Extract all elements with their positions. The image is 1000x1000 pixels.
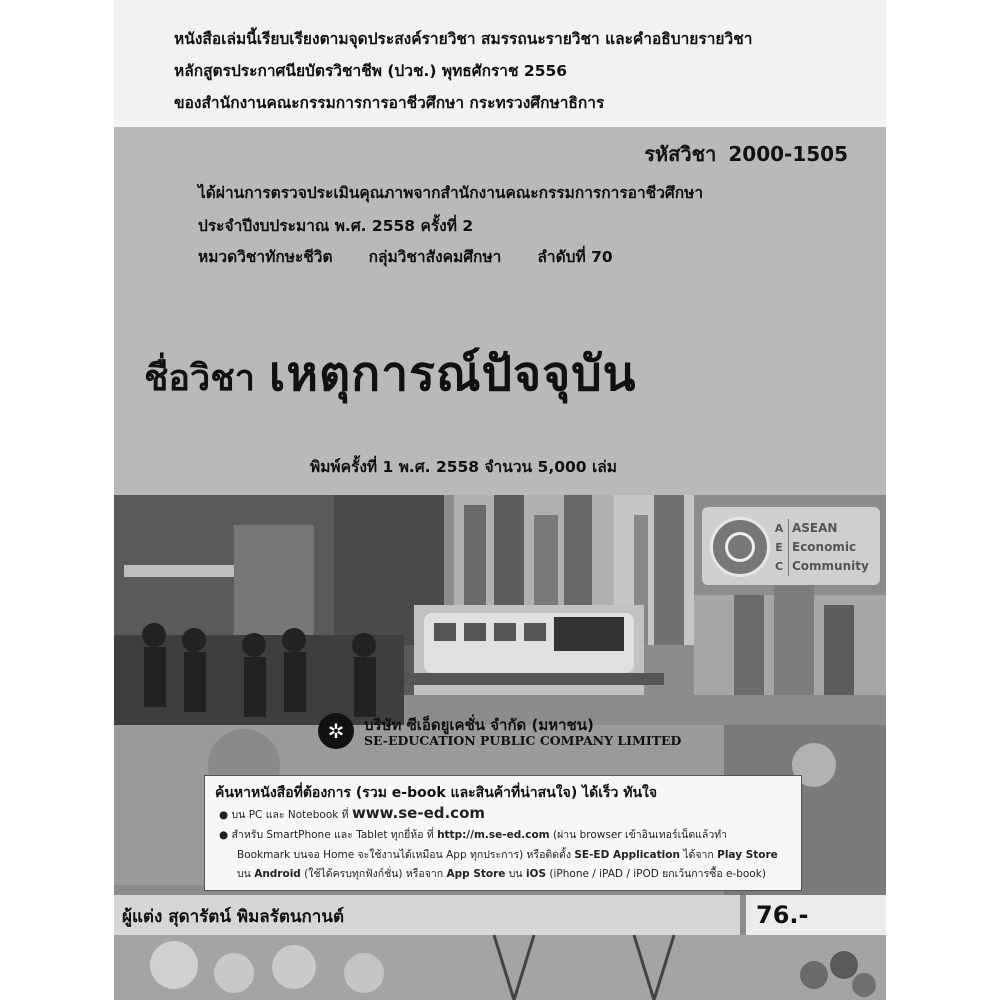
publisher	[318, 713, 698, 751]
aec-badge	[702, 507, 880, 585]
publisher-name-en: SE-EDUCATION PUBLIC COMPANY LIMITED	[364, 733, 682, 748]
publisher-logo-icon: ✲	[318, 713, 354, 749]
book-cover	[114, 0, 886, 1000]
aec-letters	[772, 519, 789, 576]
subject-category: หมวดวิชาทักษะชีวิต	[198, 248, 333, 266]
cover-photo-collage	[114, 495, 886, 1000]
author	[122, 903, 344, 930]
course-code	[644, 138, 848, 170]
asean-emblem-icon	[710, 517, 770, 577]
header-line-1: หนังสือเล่มนี้เรียบเรียงตามจุดประสงค์รายวิชา สมรรถนะรายวิชา และคำอธิบายรายวิชา	[174, 30, 753, 48]
search-info-box	[204, 775, 802, 891]
aec-word: Economic	[792, 540, 857, 554]
header-line-3: ของสำนักงานคณะกรรมการการอาชีวศึกษา กระทรวงศึกษาธิการ	[174, 94, 605, 112]
author-label: ผู้แต่ง	[122, 907, 163, 927]
aec-letter: C	[774, 560, 784, 573]
info-line4-prefix: บน	[237, 868, 251, 880]
aec-letter: A	[774, 522, 784, 535]
info-line-mobile	[219, 826, 727, 843]
info-line4-mid: (ใช้ได้ครบทุกฟังก์ชั่น) หรือจาก	[304, 868, 444, 880]
aec-words	[792, 519, 869, 576]
info-line-pc	[219, 804, 485, 823]
info-mobile-prefix: สำหรับ SmartPhone และ Tablet ทุกยี่ห้อ ที่	[231, 829, 434, 841]
info-pc-prefix: บน PC และ Notebook ที่	[231, 809, 349, 821]
publisher-name-th: บริษัท ซีเอ็ดยูเคชั่น จำกัด (มหาชน)	[364, 716, 594, 734]
evaluation-line-2: ประจำปีงบประมาณ พ.ศ. 2558 ครั้งที่ 2	[198, 217, 474, 235]
course-title-label: ชื่อวิชา	[144, 358, 255, 399]
info-line-store	[237, 865, 766, 882]
app-name: SE-ED Application	[574, 849, 680, 861]
header-band	[114, 0, 886, 127]
header-line-2: หลักสูตรประกาศนียบัตรวิชาชีพ (ปวช.) พุทธศักราช 2556	[174, 62, 568, 80]
info-mobile-suffix: (ผ่าน browser เข้าอินเทอร์เน็ตแล้วทำ	[552, 829, 728, 841]
info-line4-mid2: บน	[508, 868, 523, 880]
info-line4-suffix: (iPhone / iPAD / iPOD ยกเว้นการซื้อ e-book)	[549, 868, 766, 880]
category-line	[198, 244, 649, 269]
play-store-label: Play Store	[717, 849, 778, 861]
aec-letter: E	[775, 541, 783, 554]
price: 76.-	[756, 901, 809, 929]
ios-label: iOS	[525, 868, 547, 880]
app-store-label: App Store	[446, 868, 506, 880]
course-title	[144, 336, 636, 412]
aec-word: Community	[792, 559, 869, 573]
course-code-label: รหัสวิชา	[644, 142, 717, 166]
subject-group: กลุ่มวิชาสังคมศึกษา	[368, 248, 502, 266]
edition-info: พิมพ์ครั้งที่ 1 พ.ศ. 2558 จำนวน 5,000 เล่ม	[310, 458, 617, 476]
subject-order: ลำดับที่ 70	[537, 248, 613, 266]
mobile-url-link[interactable]: http://m.se-ed.com	[437, 829, 550, 841]
author-name: สุดารัตน์ พิมลรัตนกานต์	[168, 907, 344, 927]
info-line3-mid: ได้จาก	[683, 849, 714, 861]
bullet-icon: ●	[219, 829, 229, 841]
info-line-app	[237, 846, 778, 863]
website-link[interactable]: www.se-ed.com	[351, 804, 486, 822]
bullet-icon: ●	[219, 809, 229, 821]
evaluation-line-1: ได้ผ่านการตรวจประเมินคุณภาพจากสำนักงานคณะกรรมการการอาชีวศึกษา	[198, 184, 704, 202]
android-label: Android	[254, 868, 301, 880]
course-code-value: 2000-1505	[728, 142, 848, 166]
course-title-value: เหตุการณ์ปัจจุบัน	[268, 346, 637, 402]
aec-word: ASEAN	[792, 521, 838, 535]
info-line3-prefix: Bookmark บนจอ Home จะใช้งานได้เหมือน App ทุกประการ) หรือติดตั้ง	[237, 849, 571, 861]
search-info-title: ค้นหาหนังสือที่ต้องการ (รวม e-book และสินค้าที่น่าสนใจ) ได้เร็ว ทันใจ	[215, 785, 658, 801]
